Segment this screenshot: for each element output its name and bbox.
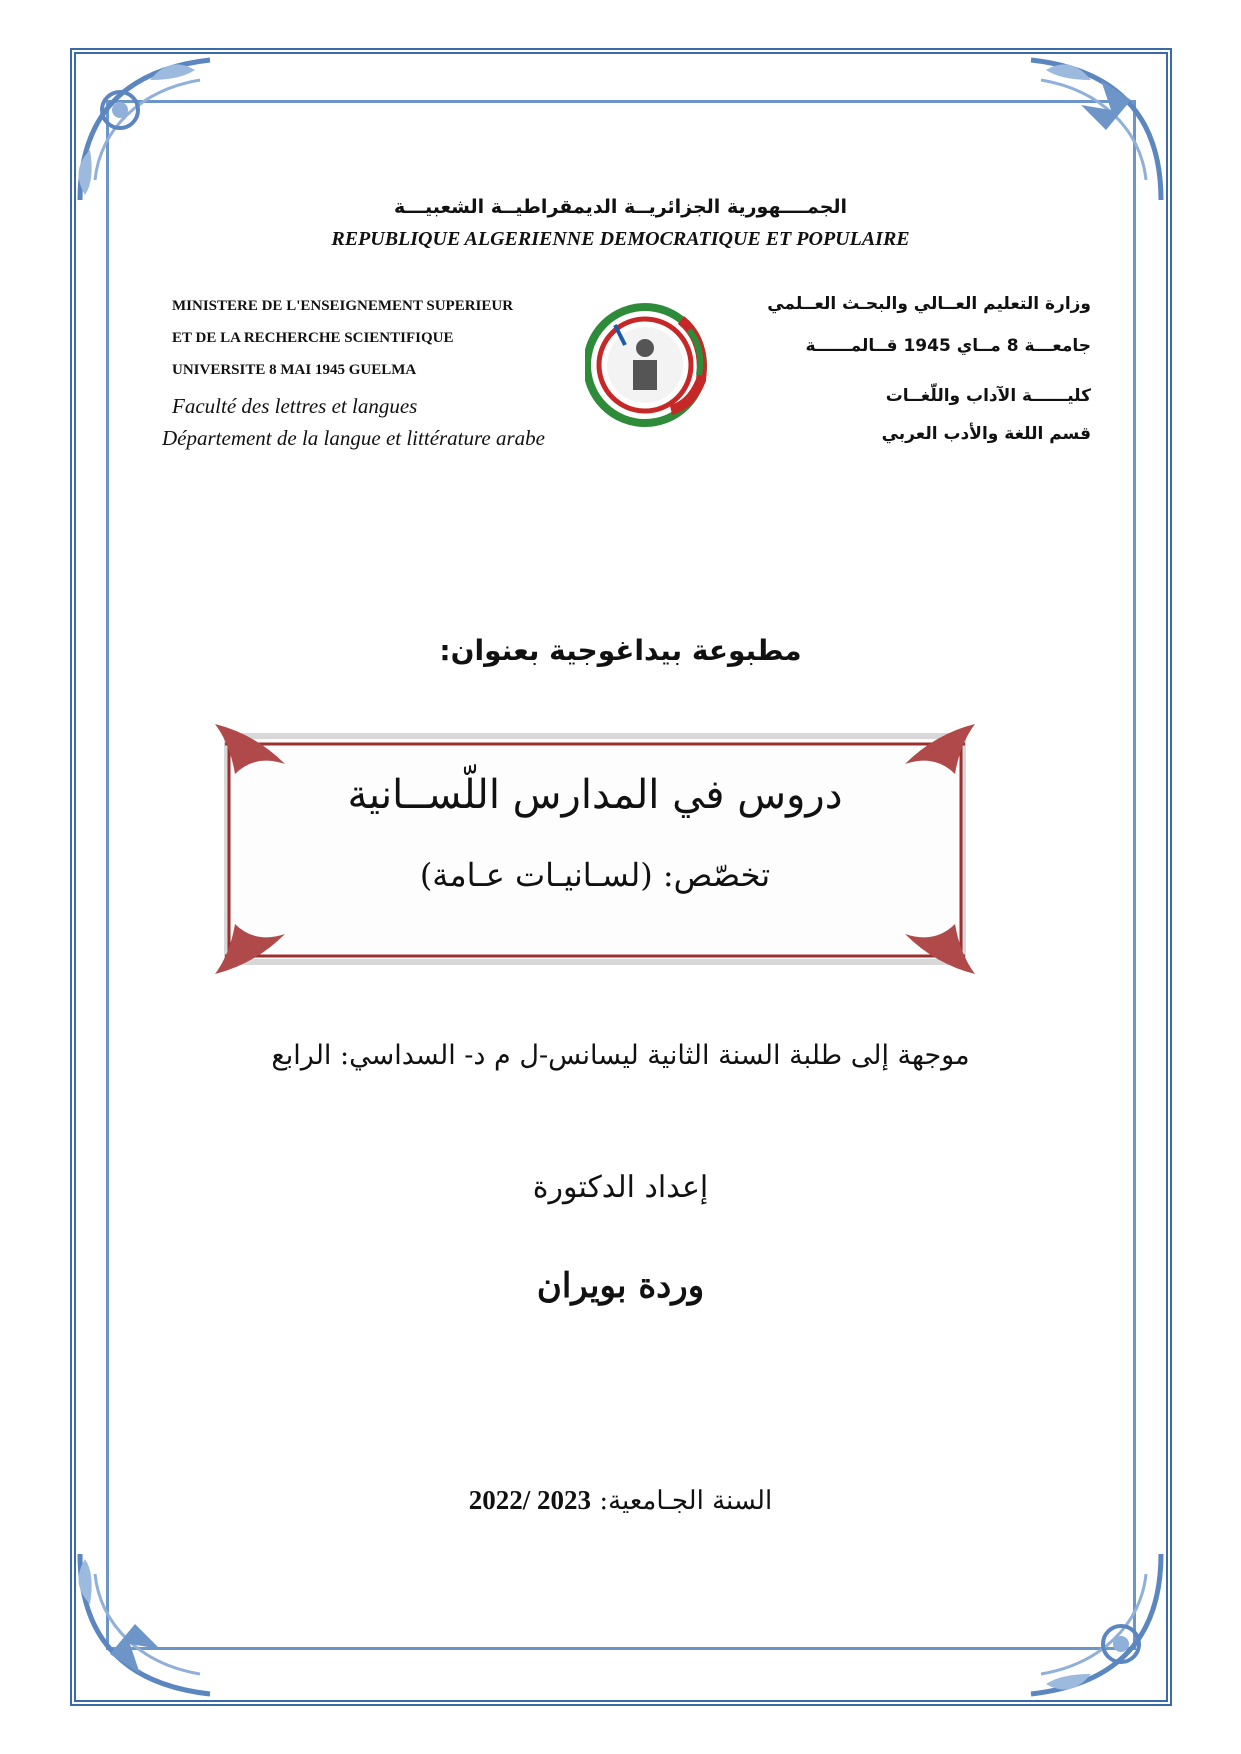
corner-ornament-icon (60, 40, 240, 220)
department-name-arabic: قسم اللغة والأدب العربي (881, 424, 1091, 444)
academic-year-value: 2022/ 2023 (468, 1485, 592, 1515)
ministry-name-arabic: وزارة التعليم العــالي والبحـث العــلمي (767, 294, 1091, 314)
ministry-line-1: MINISTERE DE L'ENSEIGNEMENT SUPERIEUR (172, 298, 514, 314)
specialty-subtitle: تخصّص: (لسـانيـات عـامة) (419, 856, 771, 894)
prepared-by-label: إعداد الدكتورة (532, 1170, 709, 1205)
title-frame (215, 724, 975, 974)
academic-year (0, 1485, 1241, 1516)
faculty-name-french: Faculté des lettres et langues (172, 394, 418, 418)
author-name: وردة بويران (536, 1266, 705, 1306)
publication-label: مطبوعة بيداغوجية بعنوان: (439, 634, 802, 667)
corner-ornament-icon (1001, 40, 1181, 220)
republic-name-french: REPUBLIQUE ALGERIENNE DEMOCRATIQUE ET POPULAIRE (331, 228, 910, 250)
target-audience: موجهة إلى طلبة السنة الثانية ليسانس-ل م د- السداسي: الرابع (271, 1040, 970, 1071)
corner-ornament-icon (1001, 1534, 1181, 1714)
republic-name-arabic: الجمــــهورية الجزائريــة الديمقراطيــة الشعبيـــة (393, 196, 848, 218)
corner-ornament-icon (60, 1534, 240, 1714)
university-name-arabic: جامعـــة 8 مــاي 1945 قــالمــــــة (805, 336, 1091, 356)
document-title: دروس في المدارس اللّســانية (347, 772, 843, 818)
faculty-name-arabic: كليــــــة الآداب واللّغــات (885, 386, 1091, 406)
department-name-french: Département de la langue et littérature arabe (162, 426, 545, 450)
academic-year-label: السنة الجـامعية: (599, 1486, 773, 1516)
university-emblem-icon (585, 300, 715, 430)
ministry-line-2: ET DE LA RECHERCHE SCIENTIFIQUE (172, 330, 454, 346)
university-name-french: UNIVERSITE 8 MAI 1945 GUELMA (172, 362, 417, 378)
